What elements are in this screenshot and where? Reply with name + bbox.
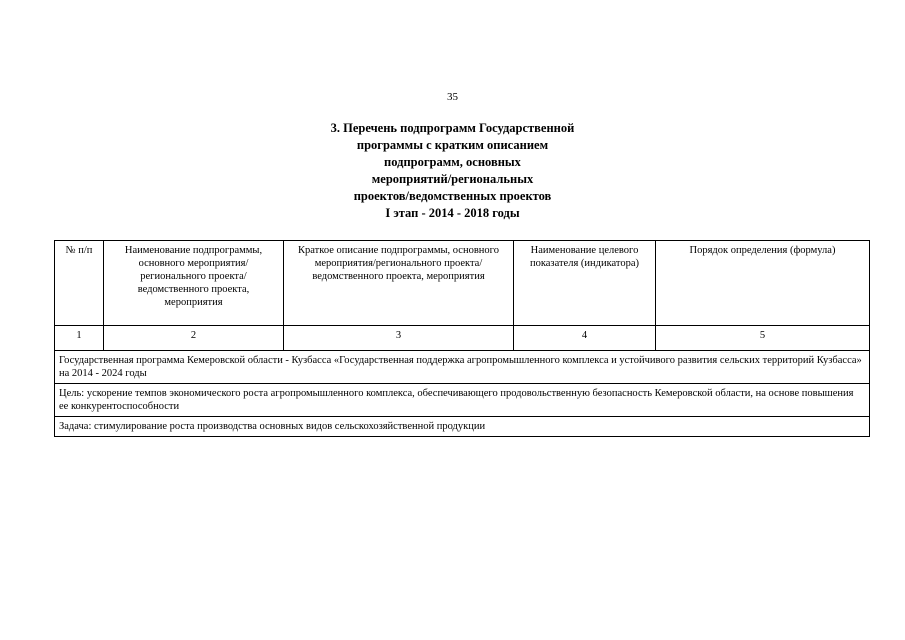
table-row <box>55 384 870 417</box>
table-row <box>55 417 870 437</box>
title-line: I этап - 2014 - 2018 годы <box>385 206 520 220</box>
column-number-cell: 3 <box>284 326 514 351</box>
column-number-cell: 1 <box>55 326 104 351</box>
header-cell-name: Наименование подпрограммы, основного мероприятия/ регионального проекта/ведомственного проекта, мероприятия <box>104 241 284 326</box>
title-line: мероприятий/региональных <box>371 172 534 186</box>
header-cell-description: Краткое описание подпрограммы, основного мероприятия/регионального проекта/ведомственного проекта, мероприятия <box>284 241 514 326</box>
header-cell-indicator: Наименование целевого показателя (индикатора) <box>514 241 656 326</box>
title-line: проектов/ведомственных проектов <box>353 189 552 203</box>
goal-cell: Цель: ускорение темпов экономического роста агропромышленного комплекса, обеспечивающего продовольственную безопасность Кемеровской области, на основе повышения ее конкурентоспособности <box>55 384 870 417</box>
page-number: 35 <box>447 91 458 103</box>
program-title-cell: Государственная программа Кемеровской области - Кузбасса «Государственная поддержка агропромышленного комплекса и устойчивого развития сельских территорий Кузбасса» на 2014 - 2024 годы <box>55 351 870 384</box>
title-line: подпрограмм, основных <box>384 155 521 169</box>
title-line: 3. Перечень подпрограмм Государственной <box>330 121 575 135</box>
subprogram-table <box>54 240 870 437</box>
table-row <box>55 351 870 384</box>
header-cell-number: № п/п <box>55 241 104 326</box>
column-number-cell: 2 <box>104 326 284 351</box>
section-title <box>0 120 905 222</box>
column-number-cell: 4 <box>514 326 656 351</box>
column-number-row <box>55 326 870 351</box>
header-cell-formula: Порядок определения (формула) <box>656 241 870 326</box>
task-cell: Задача: стимулирование роста производства основных видов сельскохозяйственной продукции <box>55 417 870 437</box>
table-header-row <box>55 241 870 326</box>
column-number-cell: 5 <box>656 326 870 351</box>
title-line: программы с кратким описанием <box>356 138 549 152</box>
